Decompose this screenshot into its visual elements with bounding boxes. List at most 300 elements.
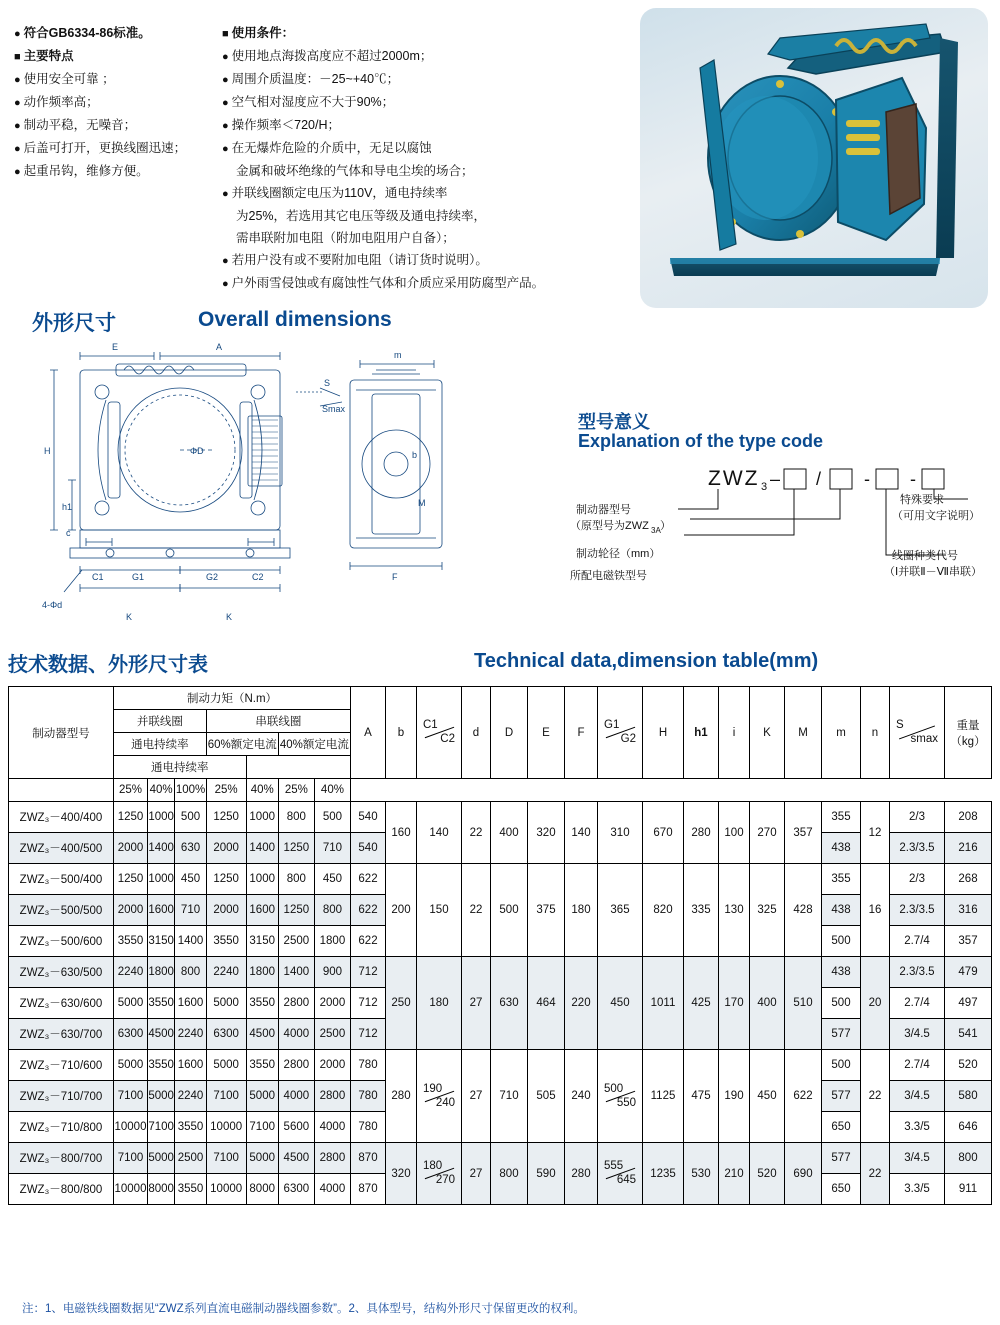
header-model: 制动器型号 [9, 687, 114, 779]
feature-item: ● 若用户没有或不要附加电阻（请订货时说明）。 [222, 249, 632, 272]
features-right-column [222, 22, 632, 295]
technical-data-title-en: Technical data,dimension table(mm) [474, 650, 819, 672]
cell-torque-3: 10000 [206, 1112, 246, 1143]
cell-torque-5: 1250 [278, 895, 314, 926]
cell-G1-G2: 310 [598, 802, 643, 864]
cell-D: 500 [491, 864, 528, 957]
header-i: i [719, 687, 750, 779]
cell-torque-3: 7100 [206, 1081, 246, 1112]
cell-model: ZWZ₃－710/800 [9, 1112, 114, 1143]
header-S-smax: S smax [890, 687, 945, 779]
cell-weight: 216 [945, 833, 992, 864]
cell-model: ZWZ₃－630/600 [9, 988, 114, 1019]
cell-F: 220 [565, 957, 598, 1050]
table-row [9, 1050, 992, 1081]
cell-h1: 335 [684, 864, 719, 957]
cell-torque-1: 8000 [147, 1174, 174, 1205]
svg-text:F: F [392, 572, 398, 582]
cell-torque-4: 4500 [246, 1019, 278, 1050]
cell-D: 400 [491, 802, 528, 864]
svg-text:3: 3 [761, 481, 768, 493]
cell-torque-6: 2800 [314, 1143, 350, 1174]
cell-torque-2: 3550 [175, 1112, 206, 1143]
cell-torque-0: 7100 [114, 1143, 148, 1174]
cell-H: 820 [643, 864, 684, 957]
typecode-callout-3: 所配电磁铁型号 [570, 570, 647, 582]
features-left-column [14, 22, 204, 183]
cell-A: 780 [351, 1112, 386, 1143]
svg-text:-: - [864, 469, 870, 489]
type-code-title-en: Explanation of the type code [578, 431, 824, 451]
header-E: E [528, 687, 565, 779]
cell-S-smax: 3.3/5 [890, 1112, 945, 1143]
typecode-callout-6: 线圈种类代号 [892, 550, 958, 562]
cell-D: 710 [491, 1050, 528, 1143]
cell-torque-3: 10000 [206, 1174, 246, 1205]
svg-text:C1: C1 [92, 572, 104, 582]
cell-torque-2: 500 [175, 802, 206, 833]
feature-item: ● 在无爆炸危险的介质中，无足以腐蚀 [222, 137, 632, 160]
cell-K: 450 [750, 1050, 785, 1143]
cell-d: 27 [462, 957, 491, 1050]
cell-torque-0: 10000 [114, 1112, 148, 1143]
overall-dimensions-title-en: Overall dimensions [198, 308, 392, 331]
feature-item: ■ 使用条件： [222, 22, 632, 45]
cell-torque-6: 4000 [314, 1112, 350, 1143]
cell-m: 438 [822, 957, 861, 988]
cell-H: 1235 [643, 1143, 684, 1205]
header-K: K [750, 687, 785, 779]
svg-text:C2: C2 [252, 572, 264, 582]
header-duty-100: 100% [175, 779, 206, 802]
cell-torque-0: 10000 [114, 1174, 148, 1205]
table-header [9, 687, 992, 802]
cell-model: ZWZ₃－500/400 [9, 864, 114, 895]
cell-d: 22 [462, 864, 491, 957]
cell-torque-6: 1800 [314, 926, 350, 957]
cell-A: 712 [351, 1019, 386, 1050]
cell-m: 500 [822, 1050, 861, 1081]
technical-data-table [8, 686, 992, 1205]
svg-text:A: A [216, 342, 223, 352]
cell-torque-0: 2240 [114, 957, 148, 988]
header-torque-group: 制动力矩（N.m） [114, 687, 351, 710]
cell-S-smax: 2/3 [890, 802, 945, 833]
table-row [9, 864, 992, 895]
cell-weight: 208 [945, 802, 992, 833]
cell-model: ZWZ₃－630/500 [9, 957, 114, 988]
cell-F: 180 [565, 864, 598, 957]
cell-torque-1: 1400 [147, 833, 174, 864]
cell-torque-4: 5000 [246, 1081, 278, 1112]
cell-M: 357 [785, 802, 822, 864]
cell-torque-2: 1600 [175, 1050, 206, 1081]
cell-M: 510 [785, 957, 822, 1050]
cell-torque-1: 3550 [147, 988, 174, 1019]
cell-S-smax: 2.3/3.5 [890, 957, 945, 988]
cell-torque-6: 2000 [314, 1050, 350, 1081]
cell-F: 240 [565, 1050, 598, 1143]
cell-S-smax: 2/3 [890, 864, 945, 895]
svg-text:c: c [66, 528, 71, 538]
cell-torque-2: 800 [175, 957, 206, 988]
header-duty-25a: 25% [114, 779, 148, 802]
cell-torque-6: 4000 [314, 1174, 350, 1205]
svg-text:G2: G2 [206, 572, 219, 582]
cell-m: 438 [822, 895, 861, 926]
cell-S-smax: 2.7/4 [890, 1050, 945, 1081]
header-M: M [785, 687, 822, 779]
cell-torque-5: 800 [278, 802, 314, 833]
cell-weight: 800 [945, 1143, 992, 1174]
cell-torque-1: 3150 [147, 926, 174, 957]
header-A: A [351, 687, 386, 779]
footer-note: 注：1、电磁铁线圈数据见“ZWZ系列直流电磁制动器线圈参数”。2、具体型号，结构外形尺寸保留更改的权利。 [22, 1303, 585, 1315]
cell-model: ZWZ₃－500/600 [9, 926, 114, 957]
header-series-40: 40%额定电流 [278, 733, 350, 756]
cell-torque-5: 5600 [278, 1112, 314, 1143]
cell-G1-G2: 555 645 [598, 1143, 643, 1205]
header-C1-C2: C1 C2 [417, 687, 462, 779]
cell-model: ZWZ₃－800/700 [9, 1143, 114, 1174]
svg-text:ZWZ: ZWZ [708, 467, 760, 490]
cell-torque-2: 3550 [175, 1174, 206, 1205]
cell-C1-C2: 180 270 [417, 1143, 462, 1205]
svg-text:K: K [126, 612, 133, 622]
cell-torque-3: 1250 [206, 802, 246, 833]
cell-weight: 268 [945, 864, 992, 895]
cell-H: 670 [643, 802, 684, 864]
cell-torque-2: 2240 [175, 1019, 206, 1050]
cell-K: 400 [750, 957, 785, 1050]
cell-torque-6: 710 [314, 833, 350, 864]
header-series-coil: 串联线圈 [206, 710, 350, 733]
table-body [9, 802, 992, 1205]
cell-torque-3: 2240 [206, 957, 246, 988]
cell-torque-6: 2000 [314, 988, 350, 1019]
header-duty-25b: 25% [206, 779, 246, 802]
header-duty-40c: 40% [314, 779, 350, 802]
cell-torque-2: 1600 [175, 988, 206, 1019]
cell-D: 630 [491, 957, 528, 1050]
type-code-title-cn: 型号意义 [578, 412, 650, 432]
cell-E: 590 [528, 1143, 565, 1205]
header-b: b [386, 687, 417, 779]
cell-torque-4: 7100 [246, 1112, 278, 1143]
svg-text:Smax: Smax [322, 404, 346, 414]
cell-A: 540 [351, 802, 386, 833]
cell-torque-1: 1000 [147, 864, 174, 895]
feature-item: ● 起重吊钩，维修方便。 [14, 160, 204, 183]
table-row [9, 1143, 992, 1174]
cell-torque-4: 1600 [246, 895, 278, 926]
svg-text:K: K [226, 612, 233, 622]
cell-model: ZWZ₃－400/400 [9, 802, 114, 833]
feature-item: 需串联附加电阻（附加电阻用户自备）； [236, 231, 455, 245]
svg-text:/: / [816, 469, 822, 489]
cell-torque-5: 6300 [278, 1174, 314, 1205]
cell-A: 780 [351, 1081, 386, 1112]
cell-K: 325 [750, 864, 785, 957]
cell-i: 170 [719, 957, 750, 1050]
cell-b: 160 [386, 802, 417, 864]
table-row [9, 957, 992, 988]
cell-S-smax: 2.7/4 [890, 926, 945, 957]
cell-weight: 580 [945, 1081, 992, 1112]
cell-weight: 541 [945, 1019, 992, 1050]
cell-n: 12 [861, 802, 890, 864]
cell-A: 622 [351, 864, 386, 895]
cell-torque-0: 2000 [114, 833, 148, 864]
feature-item: ● 使用地点海拨高度应不超过2000m； [222, 45, 632, 68]
cell-weight: 497 [945, 988, 992, 1019]
cell-torque-3: 5000 [206, 988, 246, 1019]
cell-torque-5: 4500 [278, 1143, 314, 1174]
header-shunt-coil: 并联线圈 [114, 710, 207, 733]
cell-A: 780 [351, 1050, 386, 1081]
cell-F: 140 [565, 802, 598, 864]
header-duty-series: 通电持续率 [114, 756, 247, 779]
product-photo [640, 8, 988, 308]
cell-d: 27 [462, 1143, 491, 1205]
cell-torque-5: 4000 [278, 1019, 314, 1050]
cell-torque-0: 1250 [114, 802, 148, 833]
feature-item: 为25%，若选用其它电压等级及通电持续率， [236, 209, 487, 223]
cell-m: 438 [822, 833, 861, 864]
cell-h1: 425 [684, 957, 719, 1050]
cell-torque-5: 1250 [278, 833, 314, 864]
cell-E: 505 [528, 1050, 565, 1143]
cell-model: ZWZ₃－800/800 [9, 1174, 114, 1205]
cell-S-smax: 3.3/5 [890, 1174, 945, 1205]
header-n: n [861, 687, 890, 779]
header-H: H [643, 687, 684, 779]
cell-A: 622 [351, 895, 386, 926]
cell-torque-3: 3550 [206, 926, 246, 957]
typecode-callout-4: 特殊要求 [900, 494, 944, 506]
cell-torque-6: 450 [314, 864, 350, 895]
header-duty-40b: 40% [246, 779, 278, 802]
svg-text:ΦD: ΦD [190, 446, 204, 456]
cell-torque-6: 2500 [314, 1019, 350, 1050]
feature-item: ● 符合GB6334-86标准。 [14, 22, 204, 45]
cell-S-smax: 2.3/3.5 [890, 833, 945, 864]
cell-n: 20 [861, 957, 890, 1050]
cell-D: 800 [491, 1143, 528, 1205]
feature-item: 金属和破坏绝缘的气体和导电尘埃的场合； [236, 164, 474, 178]
svg-text:b: b [412, 450, 418, 460]
cell-torque-1: 3550 [147, 1050, 174, 1081]
cell-torque-5: 1400 [278, 957, 314, 988]
cell-weight: 646 [945, 1112, 992, 1143]
overall-dimensions-title-cn: 外形尺寸 [32, 312, 116, 335]
cell-torque-0: 7100 [114, 1081, 148, 1112]
cell-torque-6: 800 [314, 895, 350, 926]
header-D: D [491, 687, 528, 779]
cell-A: 540 [351, 833, 386, 864]
cell-i: 190 [719, 1050, 750, 1143]
cell-i: 100 [719, 802, 750, 864]
cell-torque-4: 1000 [246, 802, 278, 833]
cell-torque-4: 5000 [246, 1143, 278, 1174]
cell-weight: 316 [945, 895, 992, 926]
cell-torque-2: 2240 [175, 1081, 206, 1112]
cell-weight: 520 [945, 1050, 992, 1081]
cell-d: 27 [462, 1050, 491, 1143]
cell-m: 355 [822, 864, 861, 895]
header-duty-25c: 25% [278, 779, 314, 802]
svg-text:H: H [44, 446, 51, 456]
cell-model: ZWZ₃－500/500 [9, 895, 114, 926]
feature-item: ● 周围介质温度：－25~+40℃； [222, 68, 632, 91]
header-m: m [822, 687, 861, 779]
cell-torque-2: 450 [175, 864, 206, 895]
svg-text:M: M [418, 498, 426, 508]
cell-h1: 475 [684, 1050, 719, 1143]
cell-G1-G2: 500 550 [598, 1050, 643, 1143]
cell-torque-6: 900 [314, 957, 350, 988]
feature-item: ● 并联线圈额定电压为110V，通电持续率 [222, 182, 632, 205]
feature-item: ● 户外雨雪侵蚀或有腐蚀性气体和介质应采用防腐型产品。 [222, 272, 632, 295]
cell-m: 650 [822, 1174, 861, 1205]
header-duty-40a: 40% [147, 779, 174, 802]
cell-torque-2: 630 [175, 833, 206, 864]
cell-m: 577 [822, 1019, 861, 1050]
cell-b: 280 [386, 1050, 417, 1143]
cell-d: 22 [462, 802, 491, 864]
cell-torque-4: 1000 [246, 864, 278, 895]
cell-C1-C2: 180 [417, 957, 462, 1050]
cell-weight: 357 [945, 926, 992, 957]
cell-torque-0: 5000 [114, 988, 148, 1019]
typecode-callout-0: 制动器型号 [576, 504, 631, 516]
cell-torque-4: 3150 [246, 926, 278, 957]
cell-H: 1125 [643, 1050, 684, 1143]
cell-torque-0: 1250 [114, 864, 148, 895]
cell-S-smax: 2.7/4 [890, 988, 945, 1019]
header-d: d [462, 687, 491, 779]
cell-b: 250 [386, 957, 417, 1050]
cell-E: 375 [528, 864, 565, 957]
table-row [9, 802, 992, 833]
cell-M: 428 [785, 864, 822, 957]
cell-torque-1: 1600 [147, 895, 174, 926]
cell-torque-4: 3550 [246, 988, 278, 1019]
cell-torque-4: 3550 [246, 1050, 278, 1081]
cell-E: 464 [528, 957, 565, 1050]
cell-torque-2: 2500 [175, 1143, 206, 1174]
cell-n: 22 [861, 1050, 890, 1143]
cell-K: 270 [750, 802, 785, 864]
cell-n: 16 [861, 864, 890, 957]
cell-m: 577 [822, 1143, 861, 1174]
technical-data-title-cn: 技术数据、外形尺寸表 [8, 654, 208, 676]
svg-text:）: ） [660, 520, 671, 532]
cell-H: 1011 [643, 957, 684, 1050]
cell-torque-2: 710 [175, 895, 206, 926]
cell-model: ZWZ₃－400/500 [9, 833, 114, 864]
cell-m: 577 [822, 1081, 861, 1112]
cell-torque-3: 2000 [206, 833, 246, 864]
feature-item: ● 空气相对湿度应不大于90%； [222, 91, 632, 114]
cell-torque-3: 7100 [206, 1143, 246, 1174]
svg-text:4-Φd: 4-Φd [42, 600, 63, 610]
cell-weight: 911 [945, 1174, 992, 1205]
cell-G1-G2: 365 [598, 864, 643, 957]
cell-m: 500 [822, 988, 861, 1019]
cell-S-smax: 3/4.5 [890, 1019, 945, 1050]
cell-torque-1: 1800 [147, 957, 174, 988]
cell-torque-0: 5000 [114, 1050, 148, 1081]
cell-C1-C2: 140 [417, 802, 462, 864]
cell-model: ZWZ₃－710/700 [9, 1081, 114, 1112]
cell-torque-1: 4500 [147, 1019, 174, 1050]
cell-C1-C2: 190 240 [417, 1050, 462, 1143]
cell-model: ZWZ₃－710/600 [9, 1050, 114, 1081]
cell-A: 712 [351, 988, 386, 1019]
svg-text:E: E [112, 342, 119, 352]
cell-h1: 280 [684, 802, 719, 864]
cell-model: ZWZ₃－630/700 [9, 1019, 114, 1050]
cell-torque-0: 3550 [114, 926, 148, 957]
cell-b: 200 [386, 864, 417, 957]
cell-torque-3: 5000 [206, 1050, 246, 1081]
cell-torque-2: 1400 [175, 926, 206, 957]
cell-n: 22 [861, 1143, 890, 1205]
cell-F: 280 [565, 1143, 598, 1205]
cell-torque-0: 6300 [114, 1019, 148, 1050]
feature-item: ● 使用安全可靠 ； [14, 68, 204, 91]
cell-torque-1: 5000 [147, 1143, 174, 1174]
cell-A: 870 [351, 1143, 386, 1174]
dimension-drawing [20, 330, 560, 630]
cell-C1-C2: 150 [417, 864, 462, 957]
header-duty-values-row [9, 779, 992, 802]
cell-torque-4: 1400 [246, 833, 278, 864]
cell-torque-3: 2000 [206, 895, 246, 926]
cell-torque-1: 7100 [147, 1112, 174, 1143]
cell-weight: 479 [945, 957, 992, 988]
cell-torque-5: 800 [278, 864, 314, 895]
feature-item: ● 制动平稳，无噪音； [14, 114, 204, 137]
cell-m: 650 [822, 1112, 861, 1143]
cell-torque-5: 2500 [278, 926, 314, 957]
typecode-callout-7: （Ⅰ并联Ⅱ－Ⅶ串联） [884, 566, 982, 578]
cell-torque-1: 5000 [147, 1081, 174, 1112]
cell-torque-3: 1250 [206, 864, 246, 895]
cell-S-smax: 3/4.5 [890, 1081, 945, 1112]
cell-torque-4: 1800 [246, 957, 278, 988]
cell-torque-5: 2800 [278, 1050, 314, 1081]
cell-m: 500 [822, 926, 861, 957]
cell-torque-5: 2800 [278, 988, 314, 1019]
header-weight: 重量 （kg） [945, 687, 992, 779]
header-duty-shunt: 通电持续率 [114, 733, 207, 756]
svg-text:h1: h1 [62, 502, 73, 512]
cell-A: 622 [351, 926, 386, 957]
cell-i: 210 [719, 1143, 750, 1205]
svg-text:3A: 3A [651, 526, 661, 535]
header-series-60: 60%额定电流 [206, 733, 278, 756]
brake-illustration [640, 8, 988, 308]
svg-text:G1: G1 [132, 572, 145, 582]
feature-item: ■ 主要特点 [14, 45, 204, 68]
cell-torque-1: 1000 [147, 802, 174, 833]
header-G1-G2: G1 G2 [598, 687, 643, 779]
cell-m: 355 [822, 802, 861, 833]
feature-item: ● 操作频率＜720/H； [222, 114, 632, 137]
cell-torque-0: 2000 [114, 895, 148, 926]
